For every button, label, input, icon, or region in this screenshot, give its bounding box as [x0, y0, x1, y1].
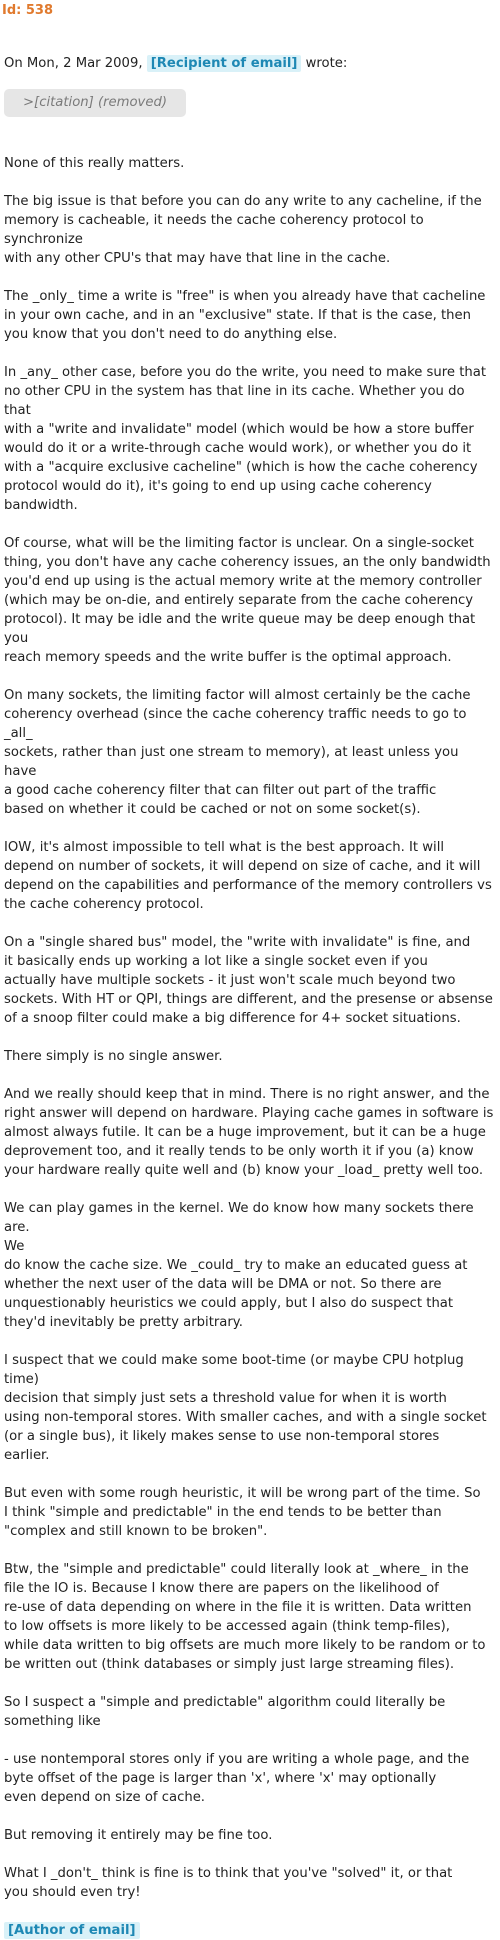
- email-paragraph: And we really should keep that in mind. There is no right answer, and the right answer will depend on hardware. Playing cache games in software is almost always futile. It can be a huge improvement, but it can be a huge deprovement too, and it really tends to be only worth it if you (a) know your hardware really quite well and (b) know your _load_ pretty well too.: [4, 1087, 494, 1178]
- intro-prefix: On Mon, 2 Mar 2009,: [4, 56, 147, 71]
- email-paragraph: Btw, the "simple and predictable" could literally look at _where_ in the file the IO is. Because I know there are papers on the likelihood of re-use of data depending on where in the file it is written. Data written to low offsets is more likely to be accessed again (think temp-files), while data written to big offsets are much more likely to be random or to be written out (think databases or simply just large streaming files).: [4, 1562, 486, 1672]
- email-paragraph: On a "single shared bus" model, the "write with invalidate" is fine, and it basically ends up working a lot like a single socket even if you actually have multiple sockets - it just won't scale much beyond two sockets. With HT or QPI, things are different, and the presense or absense of a snoop filter could make a big difference for 4+ socket situations.: [4, 935, 493, 1026]
- email-paragraph: So I suspect a "simple and predictable" algorithm could literally be something like: [4, 1695, 446, 1729]
- email-paragraph: None of this really matters.: [4, 156, 185, 171]
- email-paragraph: I suspect that we could make some boot-time (or maybe CPU hotplug time) decision that simply just sets a threshold value for when it is worth using non-temporal stores. With smaller caches, and with a single socket (or a single bus), it likely makes sense to use non-temporal stores earlier.: [4, 1353, 487, 1463]
- author-tag: [Author of email]: [4, 1922, 140, 1939]
- email-paragraph: IOW, it's almost impossible to tell what is the best approach. It will depend on number of sockets, it will depend on size of cache, and it will depend on the capabilities and performance of the memory controllers vs the cache coherency protocol.: [4, 840, 492, 912]
- citation-removed: >[citation] (removed): [4, 89, 186, 117]
- email-paragraph: The _only_ time a write is "free" is when you already have that cacheline in your own cache, and in an "exclusive" state. If that is the case, then you know that you don't need to do anything else.: [4, 289, 486, 342]
- recipient-tag: [Recipient of email]: [147, 55, 302, 72]
- email-paragraph: In _any_ other case, before you do the write, you need to make sure that no other CPU in the system has that line in its cache. Whether you do that with a "write and invalidate" model (which would be how a store buffer would do it or a write-through cache would work), or whether you do it with a "acquire exclusive cacheline" (which is how the cache coherency protocol would do it), it's going to end up using cache coherency bandwidth.: [4, 365, 486, 513]
- email-body: [4, 154, 494, 1940]
- email-paragraph: There simply is no single answer.: [4, 1049, 223, 1064]
- email-paragraph: But even with some rough heuristic, it will be wrong part of the time. So I think "simple and predictable" in the end tends to be better than "complex and still known to be broken".: [4, 1486, 481, 1539]
- quote-intro: [4, 54, 347, 73]
- email-id: Id: 538: [2, 3, 54, 18]
- email-paragraph: The big issue is that before you can do any write to any cacheline, if the memory is cacheable, it needs the cache coherency protocol to synchronize with any other CPU's that may have that line in the cache.: [4, 194, 482, 266]
- intro-suffix: wrote:: [301, 56, 348, 71]
- email-paragraph: On many sockets, the limiting factor will almost certainly be the cache coherency overhead (since the cache coherency traffic needs to go to _all_ sockets, rather than just one stream to memory), at least unless you have a good cache coherency filter that can filter out part of the traffic based on whether it could be cached or not on some socket(s).: [4, 688, 471, 817]
- email-paragraph: Of course, what will be the limiting factor is unclear. On a single-socket thing, you don't have any cache coherency issues, an the only bandwidth you'd end up using is the actual memory write at the memory controller (which may be on-die, and entirely separate from the cache coherency protocol). It may be idle and the write queue may be deep enough that you reach memory speeds and the write buffer is the optimal approach.: [4, 536, 491, 665]
- author-signature: [4, 1921, 494, 1940]
- email-paragraph: What I _don't_ think is fine is to think that you've "solved" it, or that you should even try!: [4, 1866, 453, 1900]
- email-paragraph: But removing it entirely may be fine too.: [4, 1828, 273, 1843]
- email-paragraph: We can play games in the kernel. We do know how many sockets there are. We do know the cache size. We _could_ try to make an educated guess at whether the next user of the data will be DMA or not. So there are unquestionably heuristics we could apply, but I also do suspect that they'd inevitably be pretty arbitrary.: [4, 1201, 474, 1330]
- email-paragraph: - use nontemporal stores only if you are writing a whole page, and the byte offset of the page is larger than 'x', where 'x' may optionally even depend on size of cache.: [4, 1752, 470, 1805]
